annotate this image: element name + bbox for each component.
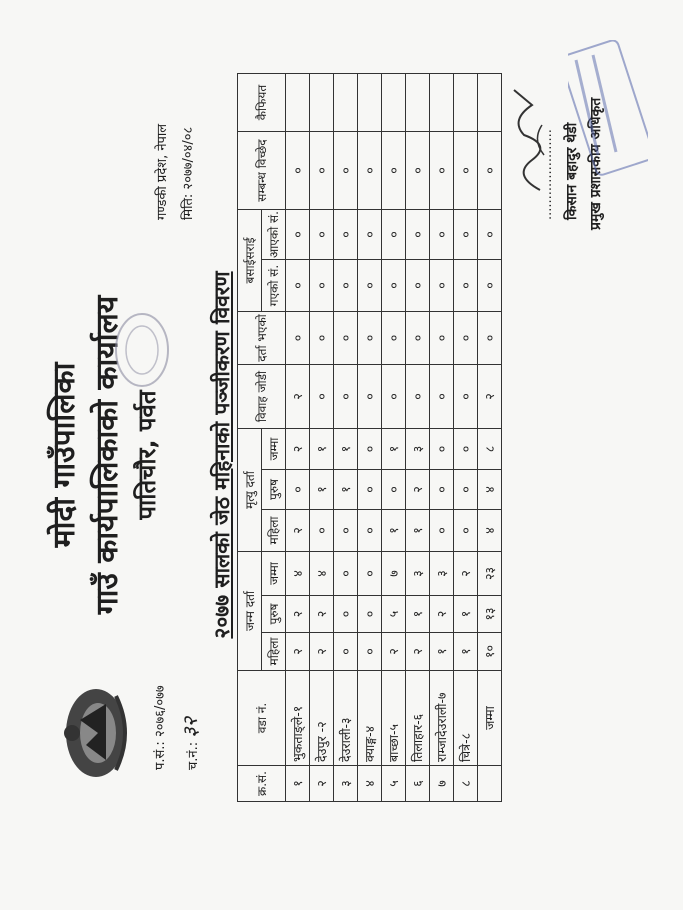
header-remarks: कैफियत <box>238 74 286 132</box>
table-row <box>286 74 310 802</box>
cell-sep: ० <box>382 132 406 210</box>
signatory-post: प्रमुख प्रशासकीय अधिकृत <box>588 97 604 230</box>
total-dm: ४ <box>478 470 502 510</box>
cell-dm: ० <box>430 470 454 510</box>
table-row <box>310 74 334 802</box>
cell-dm: ० <box>286 470 310 510</box>
total-sep: ० <box>478 132 502 210</box>
cell-rem <box>382 74 406 132</box>
header-birth-female: महिला <box>262 633 286 671</box>
cell-rem <box>430 74 454 132</box>
cell-sn: ६ <box>406 766 430 802</box>
cell-bm: ० <box>358 596 382 633</box>
cell-df: १ <box>406 510 430 552</box>
cell-dt: ० <box>430 429 454 470</box>
cell-sn: १ <box>286 766 310 802</box>
dispatch-number-value: ३२ <box>178 716 202 738</box>
cell-rem <box>406 74 430 132</box>
cell-bt: ३ <box>430 552 454 596</box>
total-rem <box>478 74 502 132</box>
cell-rem <box>334 74 358 132</box>
total-mar: २ <box>478 365 502 429</box>
office-stamp-icon <box>112 310 172 390</box>
cell-dm: २ <box>406 470 430 510</box>
cell-mar: ० <box>358 365 382 429</box>
cell-mar: ० <box>382 365 406 429</box>
cell-sn: ७ <box>430 766 454 802</box>
cell-sep: ० <box>430 132 454 210</box>
header-migration-in: आएको सं. <box>262 210 286 260</box>
signatory-name: किसान बहादुर थेडी <box>564 122 580 220</box>
cell-bt: ४ <box>310 552 334 596</box>
cell-div: ० <box>286 312 310 365</box>
total-dt: ८ <box>478 429 502 470</box>
cell-df: १ <box>382 510 406 552</box>
cell-dm: १ <box>334 470 358 510</box>
cell-sep: ० <box>358 132 382 210</box>
cell-dt: १ <box>382 429 406 470</box>
header-row-1 <box>238 74 262 802</box>
cell-in: ० <box>310 210 334 260</box>
cell-in: ० <box>358 210 382 260</box>
cell-rem <box>310 74 334 132</box>
registration-table <box>237 73 502 802</box>
cell-dt: ३ <box>406 429 430 470</box>
cell-mar: ० <box>406 365 430 429</box>
cell-sn <box>478 766 502 802</box>
cell-out: ० <box>334 260 358 312</box>
dispatch-number-label: च.नं.: <box>186 741 201 770</box>
cell-dt: ० <box>358 429 382 470</box>
cell-sn: ४ <box>358 766 382 802</box>
cell-ward: देउपुर -२ <box>310 671 334 766</box>
cell-mar: ० <box>334 365 358 429</box>
header-migration-out: गएको सं. <box>262 260 286 312</box>
dispatch-number <box>176 717 203 770</box>
cell-div: ० <box>430 312 454 365</box>
cell-dt: २ <box>286 429 310 470</box>
cell-bm: २ <box>430 596 454 633</box>
header-marriage: विवाह जोडी <box>238 365 286 429</box>
header-birth-male: पुरुष <box>262 596 286 633</box>
cell-out: ० <box>430 260 454 312</box>
table-row <box>358 74 382 802</box>
total-bt: २३ <box>478 552 502 596</box>
cell-bt: ० <box>358 552 382 596</box>
header-birth: जन्म दर्ता <box>238 552 262 671</box>
cell-ward: राम्जादेउराली-७ <box>430 671 454 766</box>
cell-sep: ० <box>406 132 430 210</box>
header-death-male: पुरुष <box>262 470 286 510</box>
total-row <box>478 74 502 802</box>
cell-df: ० <box>310 510 334 552</box>
cell-bm: १ <box>406 596 430 633</box>
cell-div: ० <box>406 312 430 365</box>
cell-sep: ० <box>454 132 478 210</box>
header-ward: वडा नं. <box>238 671 286 766</box>
cell-bf: ० <box>358 633 382 671</box>
cell-bm: २ <box>310 596 334 633</box>
header-migration: बसाईसराई <box>238 210 262 312</box>
header-death: मृत्यु दर्ता <box>238 429 262 552</box>
cell-bf: १ <box>454 633 478 671</box>
cell-dm: ० <box>454 470 478 510</box>
table-row <box>454 74 478 802</box>
cell-rem <box>358 74 382 132</box>
cell-ward: देउराली-३ <box>334 671 358 766</box>
cell-bm: १ <box>454 596 478 633</box>
cell-dt: १ <box>334 429 358 470</box>
cell-bm: ५ <box>382 596 406 633</box>
cell-ward: बाच्छा-५ <box>382 671 406 766</box>
cell-out: ० <box>382 260 406 312</box>
cell-div: ० <box>310 312 334 365</box>
cell-out: ० <box>454 260 478 312</box>
header-separation: सम्बन्ध विच्छेद <box>238 132 286 210</box>
report-title: २०७७ सालको जेठ महिनाको पञ्जीकरण विवरण <box>210 271 234 639</box>
total-in: ० <box>478 210 502 260</box>
cell-rem <box>286 74 310 132</box>
office-name: गाउँ कार्यपालिकाको कार्यालय <box>90 295 125 615</box>
cell-sn: २ <box>310 766 334 802</box>
header-divorce: दर्ता भएको <box>238 312 286 365</box>
cell-in: ० <box>430 210 454 260</box>
cell-ward: चित्रे-८ <box>454 671 478 766</box>
cell-sep: ० <box>310 132 334 210</box>
cell-ward: क्याङ्ग-४ <box>358 671 382 766</box>
total-label: जम्मा <box>478 671 502 766</box>
letter-reference-number: प.सं.: २०७६/०७७ <box>153 685 168 770</box>
cell-in: ० <box>454 210 478 260</box>
total-bf: १० <box>478 633 502 671</box>
cell-mar: ० <box>310 365 334 429</box>
cell-bt: ३ <box>406 552 430 596</box>
total-out: ० <box>478 260 502 312</box>
cell-bf: २ <box>310 633 334 671</box>
cell-dm: ० <box>358 470 382 510</box>
cell-in: ० <box>334 210 358 260</box>
signature-line: ...................... <box>540 129 555 220</box>
cell-dt: १ <box>310 429 334 470</box>
cell-out: ० <box>406 260 430 312</box>
office-location: पातिचौर, पर्वत <box>133 390 161 520</box>
cell-bf: १ <box>430 633 454 671</box>
cell-rem <box>454 74 478 132</box>
header-death-female: महिला <box>262 510 286 552</box>
cell-div: ० <box>334 312 358 365</box>
cell-dm: १ <box>310 470 334 510</box>
cell-out: ० <box>286 260 310 312</box>
cell-sep: ० <box>286 132 310 210</box>
cell-sep: ० <box>334 132 358 210</box>
cell-bf: २ <box>406 633 430 671</box>
cell-bm: २ <box>286 596 310 633</box>
cell-df: २ <box>286 510 310 552</box>
cell-df: ० <box>334 510 358 552</box>
cell-bf: ० <box>334 633 358 671</box>
cell-df: ० <box>454 510 478 552</box>
cell-ward: भुकताङ्ले-१ <box>286 671 310 766</box>
cell-mar: ० <box>430 365 454 429</box>
cell-div: ० <box>382 312 406 365</box>
cell-div: ० <box>358 312 382 365</box>
cell-bf: २ <box>382 633 406 671</box>
cell-out: ० <box>358 260 382 312</box>
cell-ward: तिलाहार-६ <box>406 671 430 766</box>
cell-mar: ० <box>454 365 478 429</box>
cell-bt: ४ <box>286 552 310 596</box>
cell-out: ० <box>310 260 334 312</box>
cell-bf: २ <box>286 633 310 671</box>
total-div: ० <box>478 312 502 365</box>
table-row <box>382 74 406 802</box>
cell-sn: ८ <box>454 766 478 802</box>
province-address: गण्डकी प्रदेश, नेपाल <box>155 123 170 220</box>
cell-in: ० <box>382 210 406 260</box>
letter-date: मिति: २०७७/०४/०८ <box>181 126 196 220</box>
municipality-name: मोदी गाउँपालिका <box>47 362 82 548</box>
header-sn: क्र.सं. <box>238 766 286 802</box>
official-seal-icon <box>568 40 648 210</box>
header-birth-total: जम्मा <box>262 552 286 596</box>
cell-in: ० <box>286 210 310 260</box>
header-death-total: जम्मा <box>262 429 286 470</box>
cell-df: ० <box>358 510 382 552</box>
cell-df: ० <box>430 510 454 552</box>
cell-sn: ५ <box>382 766 406 802</box>
cell-div: ० <box>454 312 478 365</box>
cell-bm: ० <box>334 596 358 633</box>
cell-bt: ७ <box>382 552 406 596</box>
cell-bt: २ <box>454 552 478 596</box>
table-row <box>334 74 358 802</box>
total-bm: १३ <box>478 596 502 633</box>
table-row <box>430 74 454 802</box>
total-df: ४ <box>478 510 502 552</box>
cell-dm: ० <box>382 470 406 510</box>
cell-in: ० <box>406 210 430 260</box>
cell-mar: २ <box>286 365 310 429</box>
cell-sn: ३ <box>334 766 358 802</box>
cell-dt: ० <box>454 429 478 470</box>
cell-bt: ० <box>334 552 358 596</box>
table-row <box>406 74 430 802</box>
